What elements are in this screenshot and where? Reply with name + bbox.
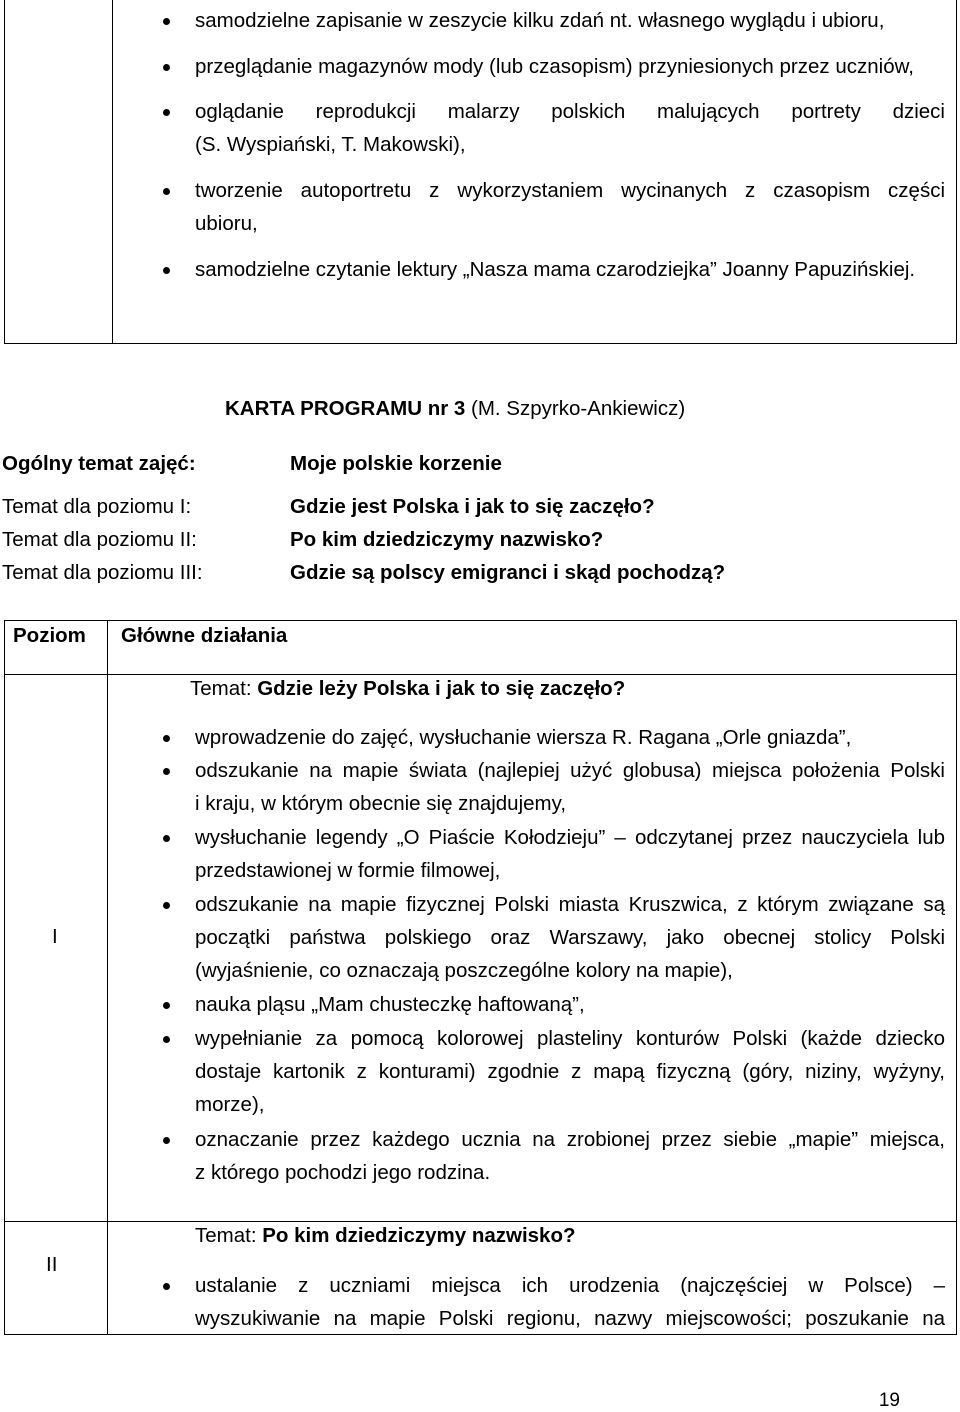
level2-topic-value: Po kim dziedziczymy nazwisko?: [290, 528, 604, 551]
table-row-divider: [4, 1221, 957, 1222]
general-topic-value: Moje polskie korzenie: [290, 452, 502, 475]
list-item-continuation: przedstawionej w formie filmowej,: [195, 859, 501, 882]
bullet-icon: [163, 188, 170, 195]
bullet-icon: [163, 768, 170, 775]
level2-topic-label: Temat dla poziomu II:: [2, 528, 197, 551]
row-level-I: I: [52, 925, 58, 948]
list-item: wysłuchanie legendy „O Piaście Kołodzieju” – odczytanej przez nauczyciela lub: [195, 826, 945, 849]
topic-title: Gdzie leży Polska i jak to się zaczęło?: [257, 677, 626, 700]
program-card-author: (M. Szpyrko-Ankiewicz): [471, 397, 686, 420]
topic-prefix: Temat:: [190, 677, 258, 700]
header-level: Poziom: [13, 624, 86, 647]
list-item: oglądanie reprodukcji malarzy polskich malujących portrety dzieci: [195, 100, 945, 123]
bullet-icon: [163, 1002, 170, 1009]
bullet-icon: [163, 18, 170, 25]
list-item: oznaczanie przez każdego ucznia na zrobionej przez siebie „mapie” miejsca,: [195, 1128, 945, 1151]
list-item: tworzenie autoportretu z wykorzystaniem wycinanych z czasopism części: [195, 179, 945, 202]
level3-topic-label: Temat dla poziomu III:: [2, 561, 203, 584]
program-card-number: KARTA PROGRAMU nr 3: [225, 397, 466, 420]
list-item: nauka pląsu „Mam chusteczkę haftowaną”,: [195, 993, 585, 1016]
general-topic-label: Ogólny temat zajęć:: [2, 452, 196, 475]
list-item: przeglądanie magazynów mody (lub czasopism) przyniesionych przez uczniów,: [195, 55, 914, 78]
list-item: samodzielne zapisanie w zeszycie kilku zdań nt. własnego wyglądu i ubioru,: [195, 9, 885, 32]
bullet-icon: [163, 1137, 170, 1144]
bullet-icon: [163, 267, 170, 274]
list-item-continuation: morze),: [195, 1093, 265, 1116]
list-item: odszukanie na mapie fizycznej Polski miasta Kruszwica, z którym związane są: [195, 893, 945, 916]
list-item-continuation: i kraju, w którym obecnie się znajdujemy,: [195, 792, 567, 815]
list-item-continuation: wyszukiwanie na mapie Polski regionu, nazwy miejscowości; poszukanie na: [195, 1307, 945, 1330]
level1-topic-value: Gdzie jest Polska i jak to się zaczęło?: [290, 495, 655, 518]
list-item: samodzielne czytanie lektury „Nasza mama czarodziejka” Joanny Papuzińskiej.: [195, 258, 916, 281]
bullet-icon: [163, 109, 170, 116]
bullet-icon: [163, 835, 170, 842]
list-item-continuation: dostaje kartonik z konturami) zgodnie z mapą fizyczną (góry, niziny, wyżyny,: [195, 1060, 945, 1083]
bullet-icon: [163, 1036, 170, 1043]
list-item-continuation: (wyjaśnienie, co oznaczają poszczególne kolory na mapie),: [195, 959, 733, 982]
table-column-divider: [107, 620, 108, 1335]
list-item: ustalanie z uczniami miejsca ich urodzenia (najczęściej w Polsce) –: [195, 1274, 945, 1297]
bullet-icon: [163, 64, 170, 71]
level3-topic-value: Gdzie są polscy emigranci i skąd pochodzą?: [290, 561, 726, 584]
row1-topic: [190, 677, 625, 701]
list-item-continuation: ubioru,: [195, 212, 258, 235]
bullet-icon: [163, 902, 170, 909]
list-item-continuation: (S. Wyspiański, T. Makowski),: [195, 133, 466, 156]
row2-topic: [195, 1224, 576, 1248]
table-header-divider: [4, 674, 957, 675]
topic-prefix: Temat:: [195, 1224, 263, 1247]
program-card-title: [225, 397, 685, 421]
bullet-icon: [163, 735, 170, 742]
bullet-icon: [163, 1283, 170, 1290]
row-level-II: II: [46, 1253, 58, 1276]
topic-title: Po kim dziedziczymy nazwisko?: [262, 1224, 576, 1247]
header-main-actions: Główne działania: [121, 624, 288, 647]
list-item-continuation: początki państwa polskiego oraz Warszawy, jako obecnej stolicy Polski: [195, 926, 945, 949]
table-column-divider: [112, 0, 113, 343]
list-item: odszukanie na mapie świata (najlepiej użyć globusa) miejsca położenia Polski: [195, 759, 945, 782]
list-item-continuation: z którego pochodzi jego rodzina.: [195, 1161, 491, 1184]
page-number: 19: [878, 1390, 900, 1411]
level1-topic-label: Temat dla poziomu I:: [2, 495, 192, 518]
list-item: wprowadzenie do zajęć, wysłuchanie wiersza R. Ragana „Orle gniazda”,: [195, 726, 852, 749]
list-item: wypełnianie za pomocą kolorowej plasteliny konturów Polski (każde dziecko: [195, 1027, 945, 1050]
